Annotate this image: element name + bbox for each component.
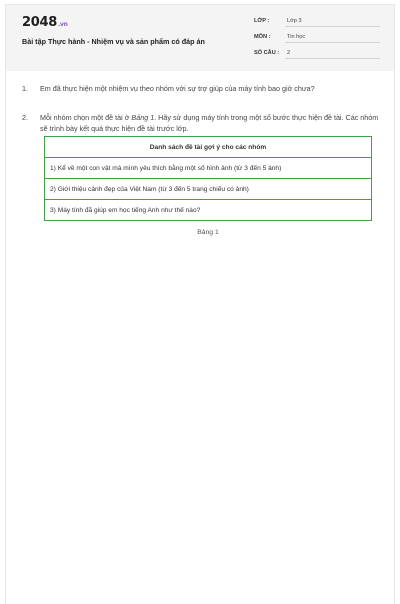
meta-question-count-label: SỐ CÂU :	[254, 50, 280, 56]
table-row	[45, 200, 372, 221]
meta-subject-label: MÔN :	[254, 34, 271, 40]
document-page	[5, 4, 395, 604]
table-cell: 3) Máy tính đã giúp em học tiếng Anh như thế nào?	[45, 200, 372, 221]
table-row	[45, 179, 372, 200]
topic-table	[44, 136, 372, 221]
site-logo[interactable]	[22, 15, 68, 30]
meta-subject-value: Tin học	[285, 32, 380, 43]
meta-class-value: Lớp 3	[285, 16, 380, 27]
question-text-end: . Hãy sử dụng máy tính trong một số bước thực hiện đề tài. Các nhóm sẽ trình bày kết quả thực hiện đề tài trước lớp.	[40, 113, 379, 133]
table-header-cell: Danh sách đề tài gợi ý cho các nhóm	[45, 137, 372, 158]
logo-suffix: .vn	[57, 21, 68, 28]
question-text-start: Mỗi nhóm chọn một đề tài ở	[40, 113, 132, 122]
table-reference: Bảng 1	[131, 113, 155, 122]
question-text: Em đã thực hiện một nhiệm vụ theo nhóm với sự trợ giúp của máy tính bao giờ chưa?	[40, 84, 315, 93]
table-header-row	[45, 137, 372, 158]
document-title: Bài tập Thực hành - Nhiệm vụ và sản phẩm có đáp án	[22, 37, 205, 46]
table-row	[45, 158, 372, 179]
document-header	[6, 5, 394, 71]
meta-class	[254, 16, 382, 29]
table-caption: Bảng 1	[197, 229, 219, 236]
meta-question-count	[254, 48, 382, 61]
question-number: 2.	[22, 113, 28, 122]
table-cell: 1) Kể về một con vật mà mình yêu thích bằng một số hình ảnh (từ 3 đến 5 ảnh)	[45, 158, 372, 179]
table-cell: 2) Giới thiệu cảnh đẹp của Việt Nam (từ 3 đến 5 trang chiếu có ảnh)	[45, 179, 372, 200]
meta-subject	[254, 32, 382, 45]
meta-class-label: LỚP :	[254, 18, 270, 24]
question-text	[40, 112, 385, 134]
question-number: 1.	[22, 84, 28, 93]
meta-question-count-value: 2	[285, 48, 380, 59]
logo-main: 2048	[22, 15, 57, 30]
